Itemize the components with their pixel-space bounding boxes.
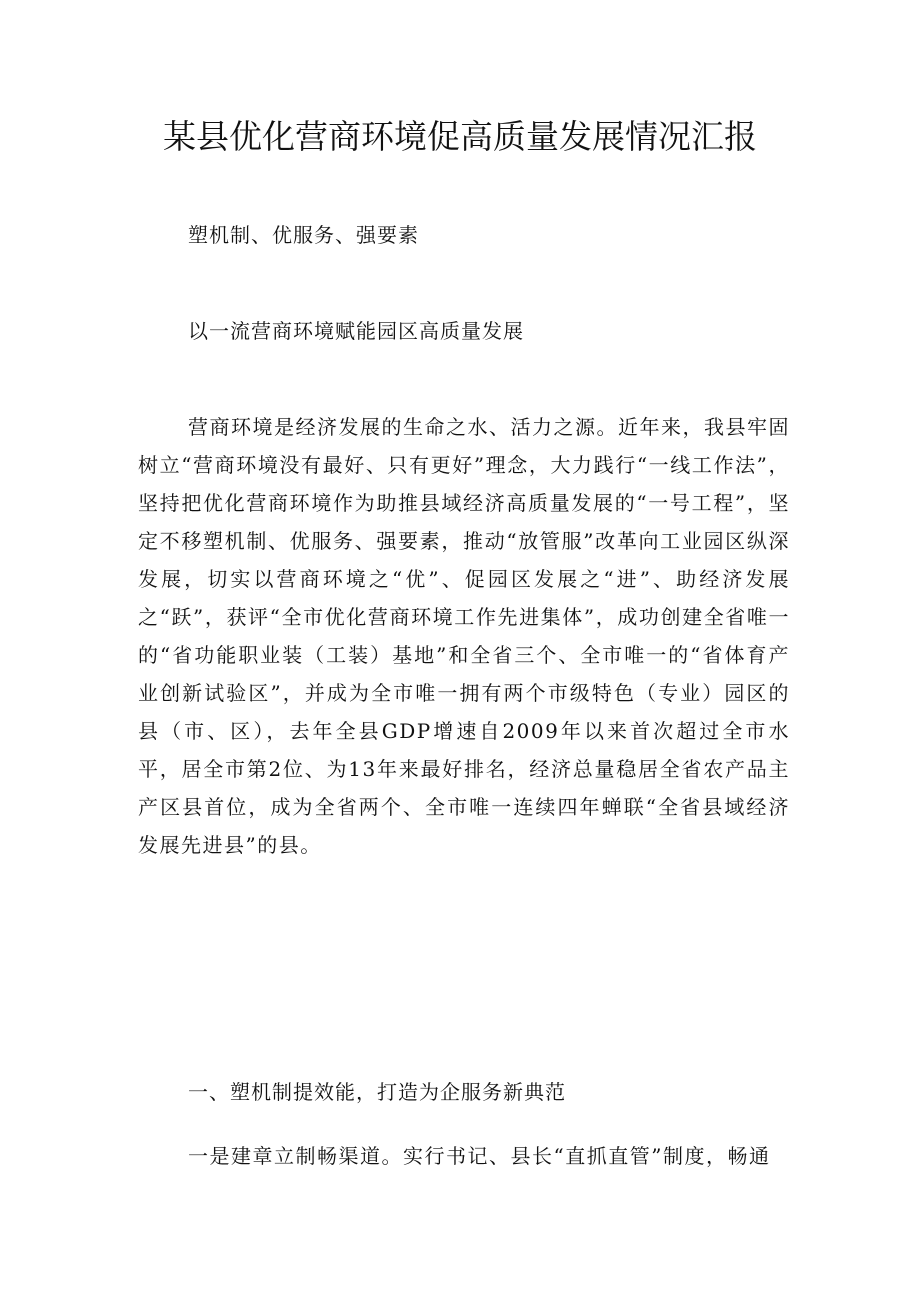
subtitle-line-1: 塑机制、优服务、强要素 — [188, 223, 419, 247]
intro-paragraph: 营商环境是经济发展的生命之水、活力之源。近年来，我县牢固树立“营商环境没有最好、只有更好”理念，大力践行“一线工作法”，坚持把优化营商环境作为助推县域经济高质量发展的“一号工程”，坚定不移塑机制、优服务、强要素，推动“放管服”改革向工业园区纵深发展，切实以营商环境之“优”、促园区发展之“进”、助经济发展之“跃”，获评“全市优化营商环境工作先进集体”，成功创建全省唯一的“省功能职业装（工装）基地”和全省三个、全市唯一的“省体育产业创新试验区”，并成为全市唯一拥有两个市级特色（专业）园区的县（市、区），去年全县GDP增速自2009年以来首次超过全市水平，居全市第2位、为13年来最好排名，经济总量稳居全省农产品主产区县首位，成为全省两个、全市唯一连续四年蝉联“全省县域经济发展先进县”的县。 — [138, 415, 790, 857]
subtitle-line-2: 以一流营商环境赋能园区高质量发展 — [188, 319, 524, 343]
section-1-paragraph: 一是建章立制畅渠道。实行书记、县长“直抓直管”制度，畅通 — [188, 1144, 771, 1168]
document-title: 某县优化营商环境促高质量发展情况汇报 — [163, 117, 757, 156]
section-heading-1: 一、塑机制提效能，打造为企服务新典范 — [188, 1080, 566, 1104]
